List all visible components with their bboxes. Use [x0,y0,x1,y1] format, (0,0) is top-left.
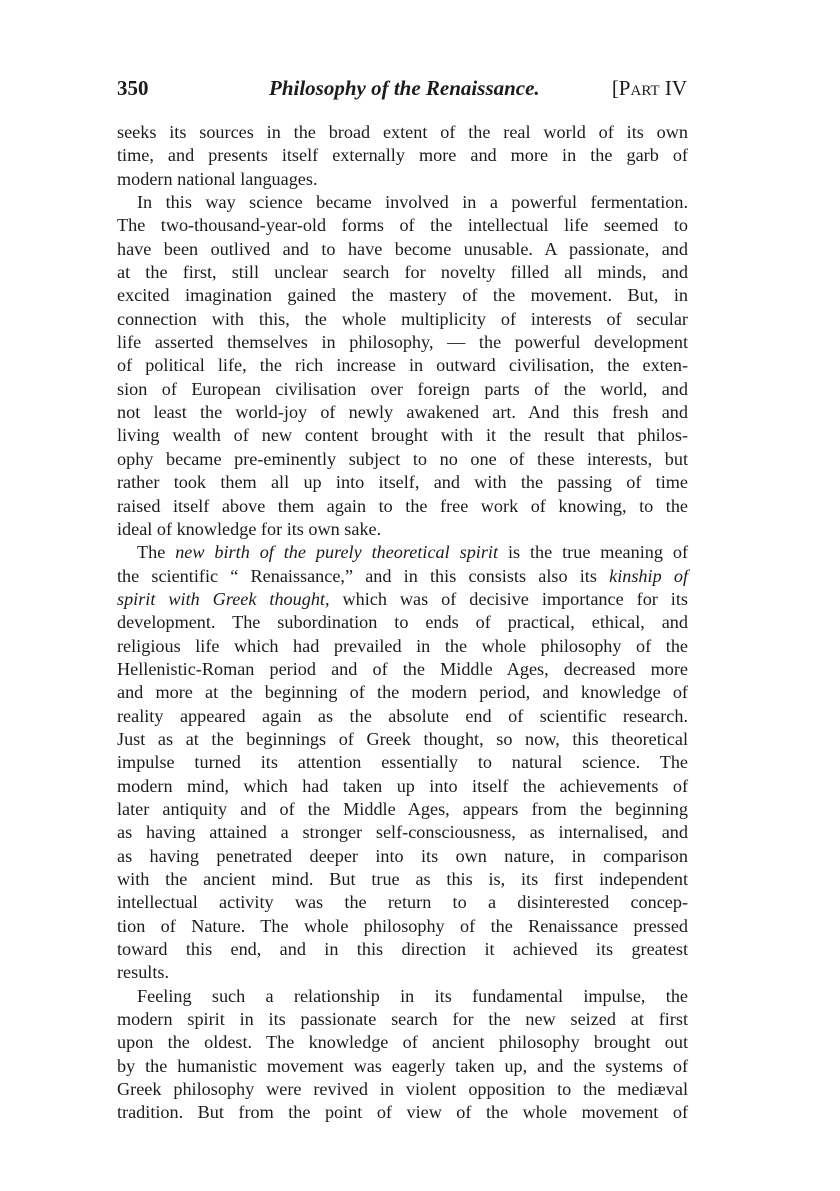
text-line: of political life, the rich increase in outward civilisation, the exten- [117,355,688,376]
text-line: seeks its sources in the broad extent of the real world of its own [117,122,688,142]
text-line: living wealth of new content brought with it the result that philos- [117,425,688,446]
text-line: intellectual activity was the return to a disinterested concep- [117,892,688,913]
text-line: have been outlived and to have become unusable. A passionate, and [117,238,688,259]
running-title: Philosophy of the Renaissance. [269,76,540,100]
text-line: In this way science became involved in a powerful fermentation. [137,192,688,213]
text-line: upon the oldest. The knowledge of ancient philosophy brought out [117,1032,688,1053]
text-line: modern national languages. [117,168,318,189]
text-line: as having penetrated deeper into its own nature, in comparison [117,845,688,866]
text-line: tion of Nature. The whole philosophy of the Renaissance pressed [117,915,688,936]
text-line: toward this end, and in this direction it achieved its greatest [117,939,688,960]
text-line: impulse turned its attention essentially to natural science. The [117,752,688,773]
text-line: modern spirit in its passionate search for the new seized at first [117,1009,688,1030]
text-line: tradition. But from the point of view of the whole movement of [117,1102,688,1123]
text-line: sion of European civilisation over foreign parts of the world, and [117,378,688,399]
text-line: reality appeared again as the absolute end of scientific research. [117,705,688,726]
text-line: the scientific “ Renaissance,” and in this consists also its kinship of [117,565,688,586]
text-line: modern mind, which had taken up into itself the achievements of [117,775,688,796]
part-label: [Part IV [611,76,687,100]
text-line: not least the world-joy of newly awakened art. And this fresh and [117,402,688,423]
text-line: rather took them all up into itself, and with the passing of time [117,472,688,493]
text-line: spirit with Greek thought, which was of decisive importance for its [117,588,688,609]
text-line: by the humanistic movement was eagerly taken up, and the systems of [117,1055,688,1076]
text-line: and more at the beginning of the modern period, and knowledge of [117,682,688,703]
text-line: time, and presents itself externally more and more in the garb of [117,145,688,166]
body-text [117,121,688,1125]
text-line: excited imagination gained the mastery of the movement. But, in [117,285,688,306]
page-number: 350 [117,76,149,100]
text-line: connection with this, the whole multiplicity of interests of secular [117,308,688,329]
text-line: The two-thousand-year-old forms of the intellectual life seemed to [117,215,688,236]
text-line: Just as at the beginnings of Greek thought, so now, this theoretical [117,728,688,749]
text-line: Greek philosophy were revived in violent opposition to the mediæval [117,1079,688,1100]
text-line: results. [117,962,170,983]
text-line: religious life which had prevailed in the whole philosophy of the [117,635,688,656]
text-line: The new birth of the purely theoretical spirit is the true meaning of [137,542,688,563]
text-line: ophy became pre-eminently subject to no one of these interests, but [117,448,688,469]
text-line: ideal of knowledge for its own sake. [117,518,382,539]
text-line: Feeling such a relationship in its fundamental impulse, the [137,985,688,1006]
text-line: with the ancient mind. But true as this is, its first independent [117,869,688,889]
text-line: Hellenistic-Roman period and of the Middle Ages, decreased more [117,658,688,679]
text-line: life asserted themselves in philosophy, — the powerful development [117,332,688,353]
text-line: as having attained a stronger self-consciousness, as internalised, and [117,822,688,843]
text-line: development. The subordination to ends of practical, ethical, and [117,612,688,633]
text-line: at the first, still unclear search for novelty filled all minds, and [117,262,688,283]
text-line: later antiquity and of the Middle Ages, appears from the beginning [117,798,688,819]
text-line: raised itself above them again to the free work of knowing, to the [117,495,688,516]
running-header [117,76,687,106]
